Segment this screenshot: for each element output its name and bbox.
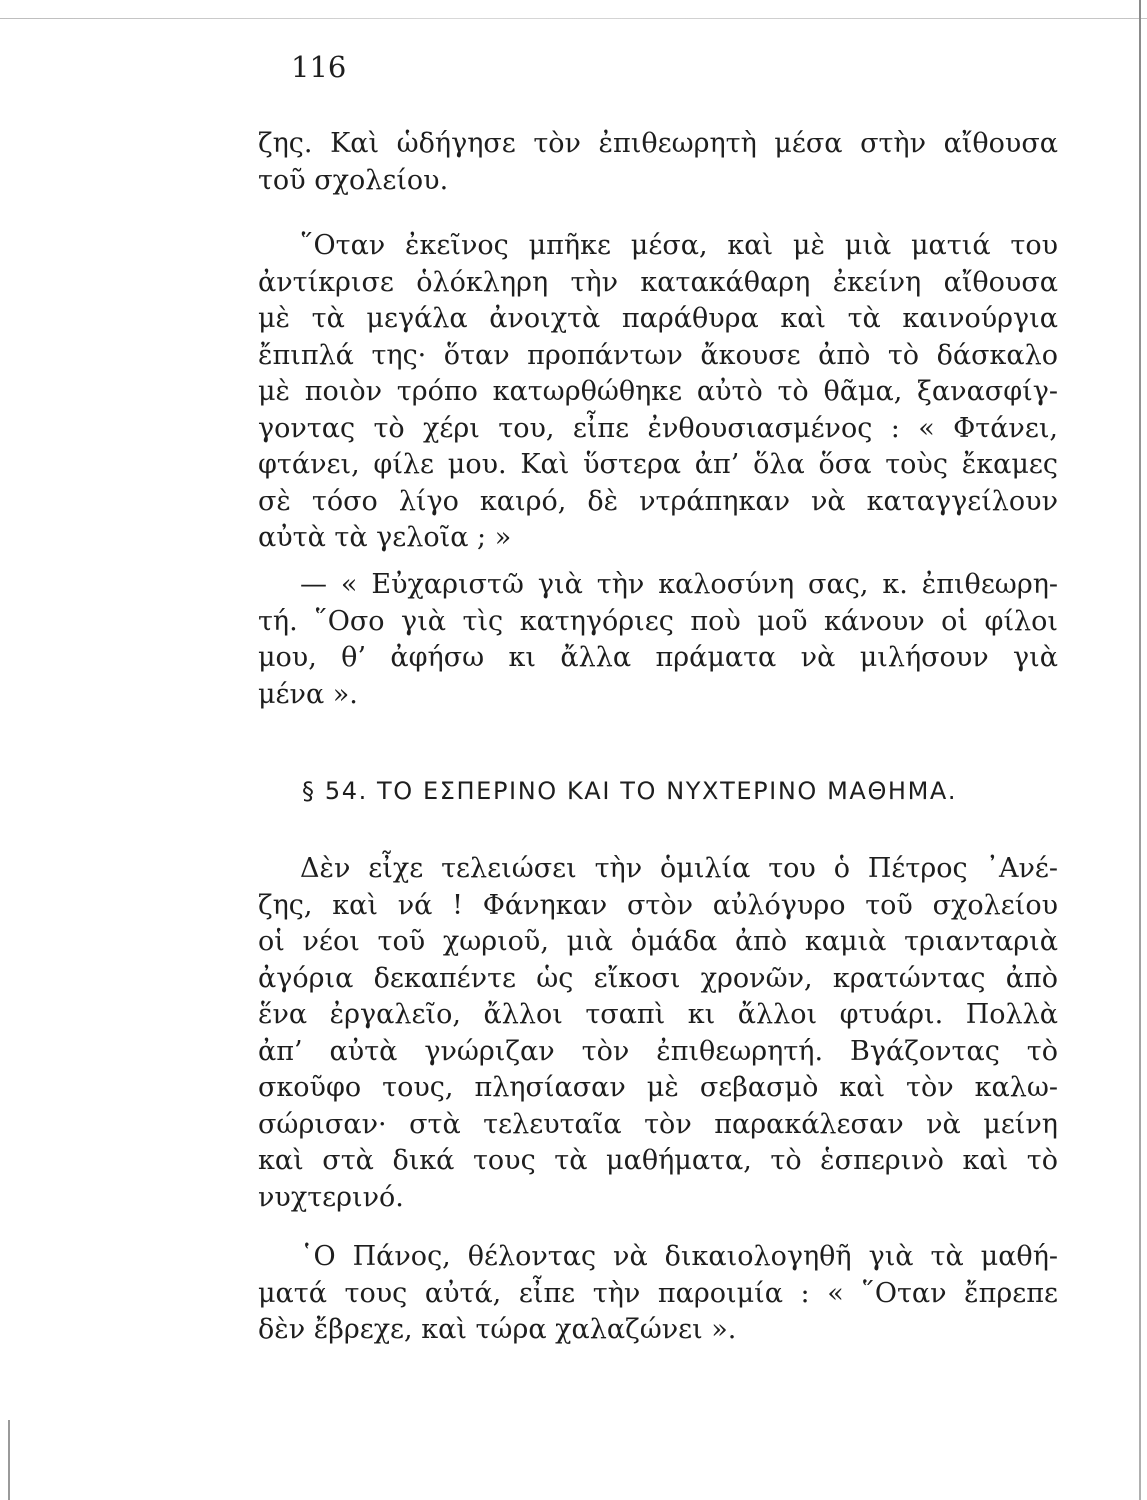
- text-line: ἀγόρια δεκαπέντε ὡς εἴκοσι χρονῶν, κρατώντας ἀπὸ: [258, 962, 1058, 994]
- paragraph-village-youth: [258, 851, 1058, 1216]
- text-line: ἀντίκρισε ὁλόκληρη τὴν κατακάθαρη ἐκείνη αἴθουσα: [258, 266, 1058, 298]
- text-line: ἕνα ἐργαλεῖο, ἄλλοι τσαπὶ κι ἄλλοι φτυάρι. Πολλὰ: [258, 999, 1058, 1030]
- text-line: μὲ ποιὸν τρόπο κατωρθώθηκε αὐτὸ τὸ θᾶμα, ξανασφίγ-: [258, 376, 1058, 407]
- paragraph-inspector-visit: [258, 228, 1058, 557]
- text-line: ζης, καὶ νά ! Φάνηκαν στὸν αὐλόγυρο τοῦ σχολείου: [258, 889, 1058, 921]
- text-line: φτάνει, φίλε μου. Καὶ ὕστερα ἀπ’ ὅλα ὅσα τοὺς ἔκαμες: [258, 449, 1058, 480]
- text-line: δὲν ἔβρεχε, καὶ τώρα χαλαζώνει ».: [258, 1314, 737, 1345]
- text-line: γοντας τὸ χέρι του, εἶπε ἐνθουσιασμένος : « Φτάνει,: [258, 412, 1058, 444]
- paragraph-proverb: [258, 1239, 1058, 1349]
- text-line: ἀπ’ αὐτὰ γνώριζαν τὸν ἐπιθεωρητή. Βγάζοντας τὸ: [258, 1035, 1058, 1067]
- text-line: καὶ στὰ δικά τους τὰ μαθήματα, τὸ ἑσπερινὸ καὶ τὸ: [258, 1145, 1058, 1176]
- text-line: σκοῦφο τους, πλησίασαν μὲ σεβασμὸ καὶ τὸν καλω-: [258, 1072, 1058, 1103]
- text-line: ῞Οταν ἐκεῖνος μπῆκε μέσα, καὶ μὲ μιὰ ματιά του: [300, 230, 1058, 261]
- scan-edge-left: [8, 1420, 10, 1500]
- text-line: οἱ νέοι τοῦ χωριοῦ, μιὰ ὁμάδα ἀπὸ καμιὰ τριανταριὰ: [258, 926, 1058, 957]
- text-line: ζης. Καὶ ὡδήγησε τὸν ἐπιθεωρητὴ μέσα στὴν αἴθουσα: [258, 128, 1058, 159]
- paragraph-reply: [258, 567, 1058, 713]
- text-line: — « Εὐχαριστῶ γιὰ τὴν καλοσύνη σας, κ. ἐπιθεωρη-: [300, 569, 1058, 600]
- text-line: αὐτὰ τὰ γελοῖα ; »: [258, 522, 512, 553]
- text-line: ῾Ο Πάνος, θέλοντας νὰ δικαιολογηθῆ γιὰ τὰ μαθή-: [300, 1241, 1058, 1272]
- text-line: τή. ῞Οσο γιὰ τὶς κατηγόριες ποὺ μοῦ κάνουν οἱ φίλοι: [258, 605, 1058, 637]
- scan-edge-top: [0, 18, 1147, 19]
- text-line: ματά τους αὐτά, εἶπε τὴν παροιμία : « ῞Οταν ἔπρεπε: [258, 1277, 1058, 1309]
- text-line: μου, θ’ ἀφήσω κι ἄλλα πράματα νὰ μιλήσουν γιὰ: [258, 642, 1058, 673]
- section-heading: § 54. ΤΟ ΕΣΠΕΡΙΝΟ ΚΑΙ ΤΟ ΝΥΧΤΕΡΙΝΟ ΜΑΘΗΜΑ.: [302, 777, 958, 805]
- text-line: μὲ τὰ μεγάλα ἀνοιχτὰ παράθυρα καὶ τὰ καινούργια: [258, 303, 1058, 334]
- text-line: σὲ τόσο λίγο καιρό, δὲ ντράπηκαν νὰ καταγγείλουν: [258, 485, 1058, 517]
- text-line: Δὲν εἶχε τελειώσει τὴν ὁμιλία του ὁ Πέτρος ᾿Ανέ-: [300, 853, 1058, 884]
- text-line: νυχτερινό.: [258, 1181, 404, 1213]
- text-line: ἔπιπλά της· ὅταν προπάντων ἄκουσε ἀπὸ τὸ δάσκαλο: [258, 339, 1058, 371]
- text-line: μένα ».: [258, 678, 358, 710]
- page-number: 116: [291, 50, 347, 84]
- scan-edge-right: [1139, 0, 1141, 1500]
- paragraph-continuation: [258, 126, 1058, 199]
- text-line: σώρισαν· στὰ τελευταῖα τὸν παρακάλεσαν νὰ μείνη: [258, 1108, 1058, 1140]
- text-line: τοῦ σχολείου.: [258, 164, 449, 196]
